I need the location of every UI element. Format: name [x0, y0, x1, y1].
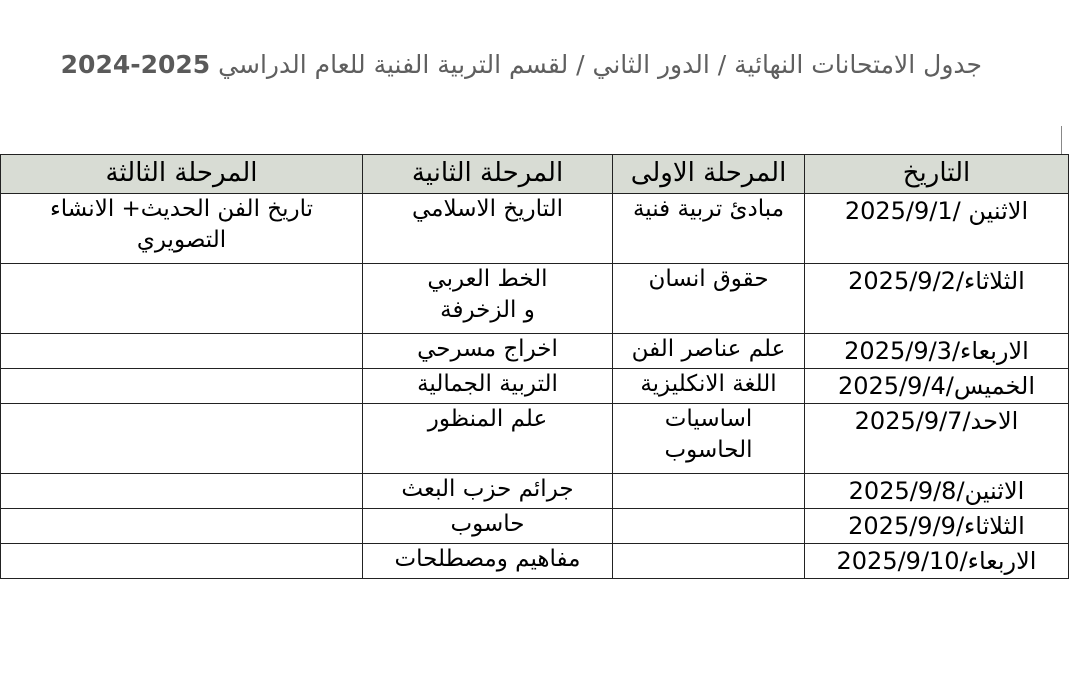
- date-cell: الثلاثاء/2025/9/2: [805, 264, 1069, 334]
- table-header-row: [1, 155, 1069, 194]
- stage3-cell: [1, 509, 363, 544]
- stage3-cell: [1, 474, 363, 509]
- header-stage1: المرحلة الاولى: [613, 155, 805, 194]
- title-text: جدول الامتحانات النهائية / الدور الثاني / لقسم التربية الفنية للعام الدراسي: [218, 50, 982, 79]
- stage2-cell: علم المنظور: [363, 404, 613, 474]
- table-row: [1, 369, 1069, 404]
- stage3-cell: [1, 369, 363, 404]
- text-cursor: [1061, 126, 1062, 154]
- date-cell: الاثنين /2025/9/1: [805, 194, 1069, 264]
- stage3-cell: [1, 334, 363, 369]
- table-row: [1, 264, 1069, 334]
- date-cell: الاربعاء/2025/9/3: [805, 334, 1069, 369]
- stage1-cell: اساسيات الحاسوب: [613, 404, 805, 474]
- stage1-cell: مبادئ تربية فنية: [613, 194, 805, 264]
- document-title: [22, 50, 982, 79]
- date-cell: الثلاثاء/2025/9/9: [805, 509, 1069, 544]
- stage2-cell: مفاهيم ومصطلحات: [363, 544, 613, 579]
- table-row: [1, 194, 1069, 264]
- stage2-cell: التاريخ الاسلامي: [363, 194, 613, 264]
- date-cell: الاحد/2025/9/7: [805, 404, 1069, 474]
- table-row: [1, 404, 1069, 474]
- table-row: [1, 334, 1069, 369]
- header-stage3: المرحلة الثالثة: [1, 155, 363, 194]
- stage1-cell: [613, 544, 805, 579]
- table-row: [1, 509, 1069, 544]
- header-date: التاريخ: [805, 155, 1069, 194]
- stage3-cell: تاريخ الفن الحديث+ الانشاء التصويري: [1, 194, 363, 264]
- stage1-cell: حقوق انسان: [613, 264, 805, 334]
- stage1-cell: [613, 474, 805, 509]
- table-row: [1, 544, 1069, 579]
- stage3-cell: [1, 404, 363, 474]
- stage2-cell: حاسوب: [363, 509, 613, 544]
- exam-schedule-table: [0, 154, 1069, 579]
- date-cell: الاثنين/2025/9/8: [805, 474, 1069, 509]
- date-cell: الخميس/2025/9/4: [805, 369, 1069, 404]
- stage2-cell: جرائم حزب البعث: [363, 474, 613, 509]
- stage2-cell: اخراج مسرحي: [363, 334, 613, 369]
- table-row: [1, 474, 1069, 509]
- date-cell: الاربعاء/2025/9/10: [805, 544, 1069, 579]
- stage2-cell: التربية الجمالية: [363, 369, 613, 404]
- stage3-cell: [1, 264, 363, 334]
- stage1-cell: [613, 509, 805, 544]
- stage3-cell: [1, 544, 363, 579]
- stage2-cell: الخط العربي و الزخرفة: [363, 264, 613, 334]
- header-stage2: المرحلة الثانية: [363, 155, 613, 194]
- stage1-cell: علم عناصر الفن: [613, 334, 805, 369]
- stage1-cell: اللغة الانكليزية: [613, 369, 805, 404]
- title-year: 2024-2025: [60, 50, 211, 79]
